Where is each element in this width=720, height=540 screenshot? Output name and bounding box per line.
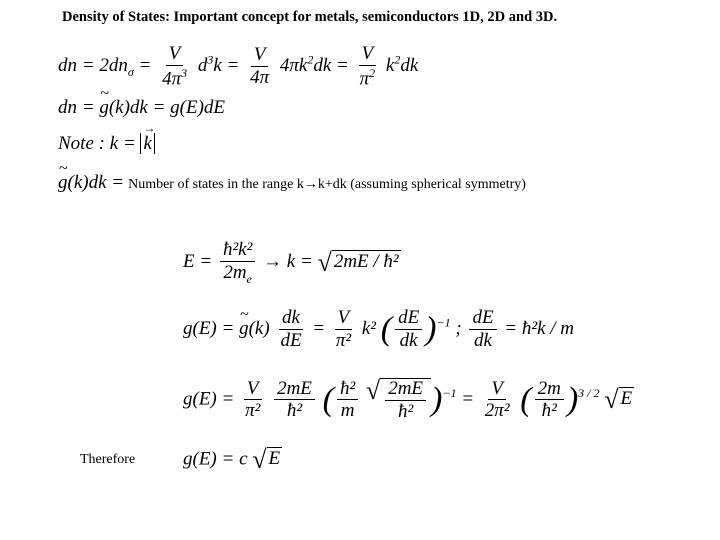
gk-description: Number of states in the range k→k+dk (assuming spherical symmetry)	[128, 177, 526, 192]
equation-dn-gk: dn = ~ g(k)dk = g(E)dE	[58, 97, 225, 119]
page-title: Density of States: Important concept for metals, semiconductors 1D, 2D and 3D.	[62, 9, 558, 25]
equation-gE-derivative: g(E) = ~ g(k) $\frac{dk}{dE}$ = $\frac{V}{\text{π²}}$ k² ( $\frac{dE}{dk}$ )$^{-1}$ ; $\frac{dE}{dk}$ = ħ²k / m	[183, 308, 574, 351]
equation-energy: E = $\frac{\text{ħ²k²}}{2m_e}$ → k = √ 2mE / ħ²	[183, 239, 399, 286]
equation-gE-expanded: g(E) = $\frac{V}{\text{π²}}$ $\frac{2mE}{\text{ħ²}}$ ( $\frac{\text{ħ²}}{m}$ √ $\frac{2mE}{\text{ħ²}}$ )$^{-1}$ = $\frac{V}{\text{2π²}}$ ( $\frac{2m}{\text{ħ²}}$ )$^{3 / 2}$ √ E	[183, 376, 633, 422]
gk-definition: ~ g(k)dk = Number of states in the range k→k+dk (assuming spherical symmetry)	[58, 172, 526, 194]
equation-dn-3d: dn = $2dn_\sigma$ = $\frac{V}{4\pi^3}$ $d^3k$ = $\frac{V}{4\pi}$ $4\pi k^2dk$ = $\frac{V}{\pi^2}$ $k^2dk$	[58, 43, 419, 90]
therefore-label: Therefore	[80, 452, 136, 467]
equation-gE-final: g(E) = c √ E	[183, 445, 281, 474]
note-k-magnitude: Note : k = → k	[58, 133, 155, 155]
